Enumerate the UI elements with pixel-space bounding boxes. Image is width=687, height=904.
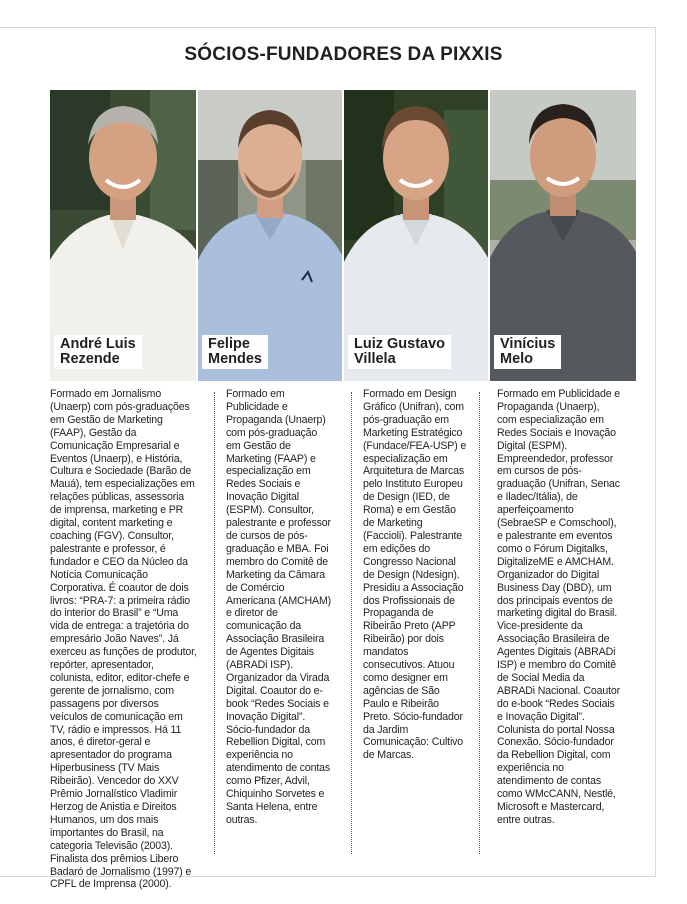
partner-bio-luiz: Formado em Design Gráfico (Unifran), com pós-graduação em Marketing Estratégico (Fundace/FEA-USP) e especialização em Arquitetura de Marcas pelo Instituto Europeu de Design (IED, de Roma) e em Gestão de Marketing (Faccioli). Palestrante em edições do Congresso Nacional de Design (Ndesign). Presidiu a Associação dos Profissionais de Propaganda de Ribeirão Preto (APP Ribeirão) por dois mandatos consecutivos. Atuou como designer em agências de São Paulo e Ribeirão Preto. Sócio-fundador da Jardim Comunicação: Cultivo de Marcas. [363, 388, 467, 762]
partner-bio-andre: Formado em Jornalismo (Unaerp) com pós-graduações em Gestão de Marketing (FAAP), Gestão da Comunicação Empresarial e Eventos (Unaerp), e História, Cultura e Sociedade (Barão de Mauá), tem especializações em relações públicas, assessoria de imprensa, marketing e PR digital, content marketing e coaching (FGV). Consultor, palestrante e professor, é fundador e CEO da Núcleo da Notícia Comunicação Corporativa. É coautor de dois livros: “PRA-7: a primeira rádio do interior do Brasil” e “Uma vida de entrega: a trajetória do empresário João Naves”. Já exerceu as funções de produtor, repórter, apresentador, colunista, editor, editor-chefe e gerente de jornalismo, com passagens por diversos veículos de comunicação em TV, rádio e impressos. Há 11 anos, é diretor-geral e apresentador do programa Hiperbusiness (TV Mais Ribeirão). Vencedor do XXV Prêmio Jornalístico Vladimir Herzog de Anistia e Direitos Humanos, um dos mais importantes do Brasil, na categoria Televisão (2003). Finalista dos prêmios Libero Badaró de Jornalismo (1997) e CPFL de Imprensa (2000). [50, 388, 197, 891]
partner-name-line1: Vinícius [500, 336, 556, 352]
partner-photo-felipe [198, 90, 342, 381]
partner-name-line2: Rezende [60, 351, 120, 367]
partner-name-line2: Villela [354, 351, 396, 367]
partner-photo-luiz [344, 90, 488, 381]
partner-bios [0, 388, 687, 891]
partner-photo-vinicius [490, 90, 636, 381]
partner-name-line1: Felipe [208, 336, 250, 352]
partner-name-box [494, 335, 561, 369]
partner-name-line2: Mendes [208, 351, 262, 367]
partner-bio-vinicius: Formado em Publicidade e Propaganda (Unaerp), com especialização em Redes Sociais e Inovação Digital (ESPM). Empreendedor, professor em cursos de pós-graduação (Unifran, Senac e Iladec/Itália), de aperfeiçoamento (SebraeSP e Comschool), e palestrante em eventos como o Fórum Digitalks, DigitalizeME e AMCHAM. Organizador do Digital Business Day (DBD), um dos principais eventos de marketing digital do Brasil. Vice-presidente da Associação Brasileira de Agentes Digitais (ABRADi ISP) e membro do Comitê de Social Media da ABRADi Nacional. Coautor do e-book “Redes Sociais e Inovação Digital”. Colunista do portal Nossa Conexão. Sócio-fundador da Rebellion Digital, com experiência no atendimento de contas como WMcCANN, Nestlé, Microsoft e Mastercard, entre outras. [497, 388, 621, 826]
page-title: SÓCIOS-FUNDADORES DA PIXXIS [184, 44, 503, 65]
partner-photos [50, 90, 636, 381]
partner-name-line1: Luiz Gustavo [354, 336, 446, 352]
partner-name-line2: Melo [500, 351, 534, 367]
partner-name-box [202, 335, 268, 369]
partner-photo-andre [50, 90, 196, 381]
partner-name-box [54, 335, 142, 369]
partner-name-box [348, 335, 451, 369]
partner-bio-felipe: Formado em Publicidade e Propaganda (Unaerp) com pós-graduação em Gestão de Marketing (FAAP) e especialização em Redes Sociais e Inovação Digital (ESPM). Consultor, palestrante e professor de cursos de pós-graduação e MBA. Foi membro do Comitê de Marketing da Câmara de Comércio Americana (AMCHAM) e diretor de comunicação da Associação Brasileira de Agentes Digitais (ABRADi ISP). Organizador da Virada Digital. Coautor do e-book “Redes Sociais e Inovação Digital”. Sócio-fundador da Rebellion Digital, com experiência no atendimento de contas como Pfizer, Advil, Chiquinho Sorvetes e Santa Helena, entre outras. [226, 388, 332, 826]
partner-name-line1: André Luis [60, 336, 136, 352]
